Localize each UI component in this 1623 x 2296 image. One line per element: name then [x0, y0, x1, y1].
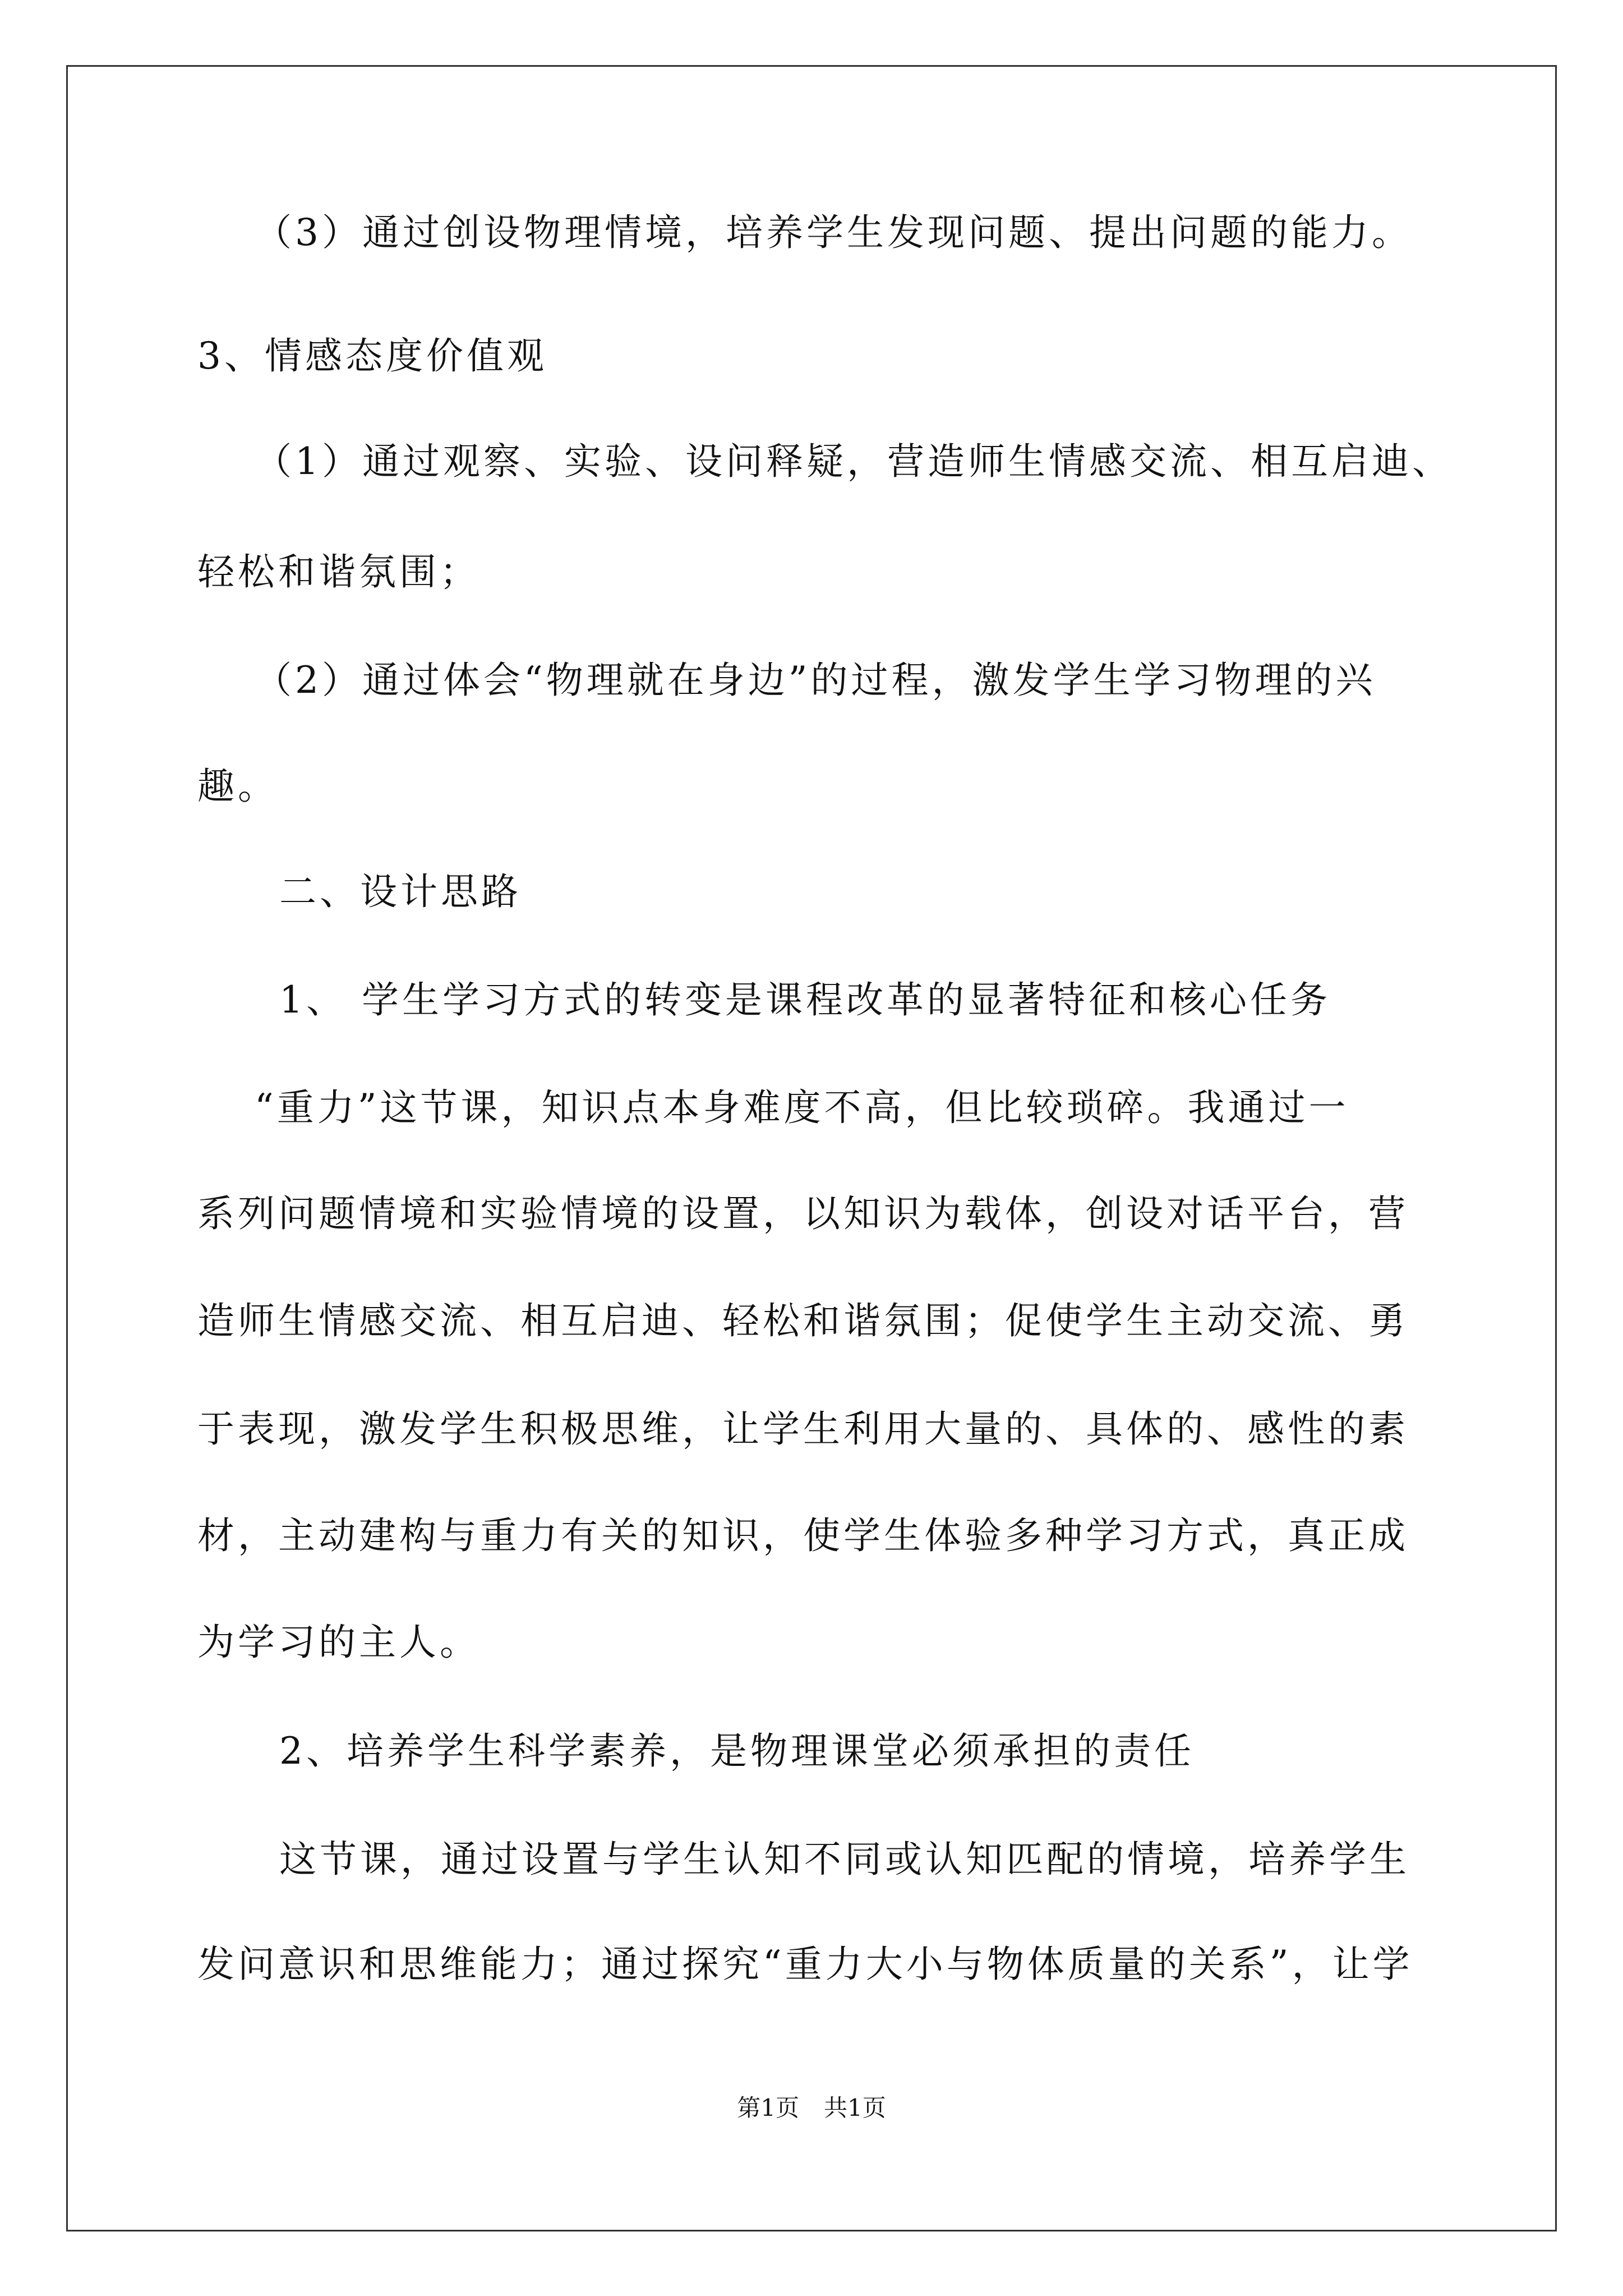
paragraph-line: 于表现，激发学生积极思维，让学生利用大量的、具体的、感性的素 [197, 1407, 1409, 1451]
paragraph-line: 这节课，通过设置与学生认知不同或认知匹配的情境，培养学生 [279, 1838, 1410, 1881]
section-heading: 二、设计思路 [279, 870, 522, 913]
page-footer [0, 2091, 1623, 2125]
subsection-heading: 2、培养学生科学素养，是物理课堂必须承担的责任 [279, 1729, 1195, 1773]
paragraph-line: （3）通过创设物理情境，培养学生发现问题、提出问题的能力。 [255, 211, 1412, 254]
paragraph-line: 材，主动建构与重力有关的知识，使学生体验多种学习方式，真正成 [197, 1514, 1409, 1557]
total-pages: 共1页 [824, 2094, 886, 2122]
section-heading: 3、情感态度价值观 [197, 334, 547, 378]
paragraph-line: 造师生情感交流、相互启迪、轻松和谐氛围；促使学生主动交流、勇 [197, 1299, 1409, 1342]
paragraph-line: 发问意识和思维能力；通过探究“重力大小与物体质量的关系”，让学 [197, 1943, 1413, 1986]
paragraph-line: 系列问题情境和实验情境的设置，以知识为载体，创设对话平台，营 [197, 1192, 1409, 1235]
paragraph-line: “重力”这节课，知识点本身难度不高，但比较琐碎。我通过一 [255, 1086, 1349, 1129]
paragraph-line: 轻松和谐氛围； [197, 550, 480, 593]
paragraph-line: （2）通过体会“物理就在身边”的过程，激发学生学习物理的兴 [255, 659, 1376, 702]
paragraph-line: 为学习的主人。 [197, 1621, 480, 1664]
page-number: 第1页 [737, 2094, 799, 2122]
subsection-heading: 1、 学生学习方式的转变是课程改革的显著特征和核心任务 [279, 978, 1331, 1022]
page-border [66, 65, 1557, 2231]
paragraph-line: （1）通过观察、实验、设问释疑，营造师生情感交流、相互启迪、 [255, 440, 1453, 483]
paragraph-line: 趣。 [197, 765, 278, 808]
